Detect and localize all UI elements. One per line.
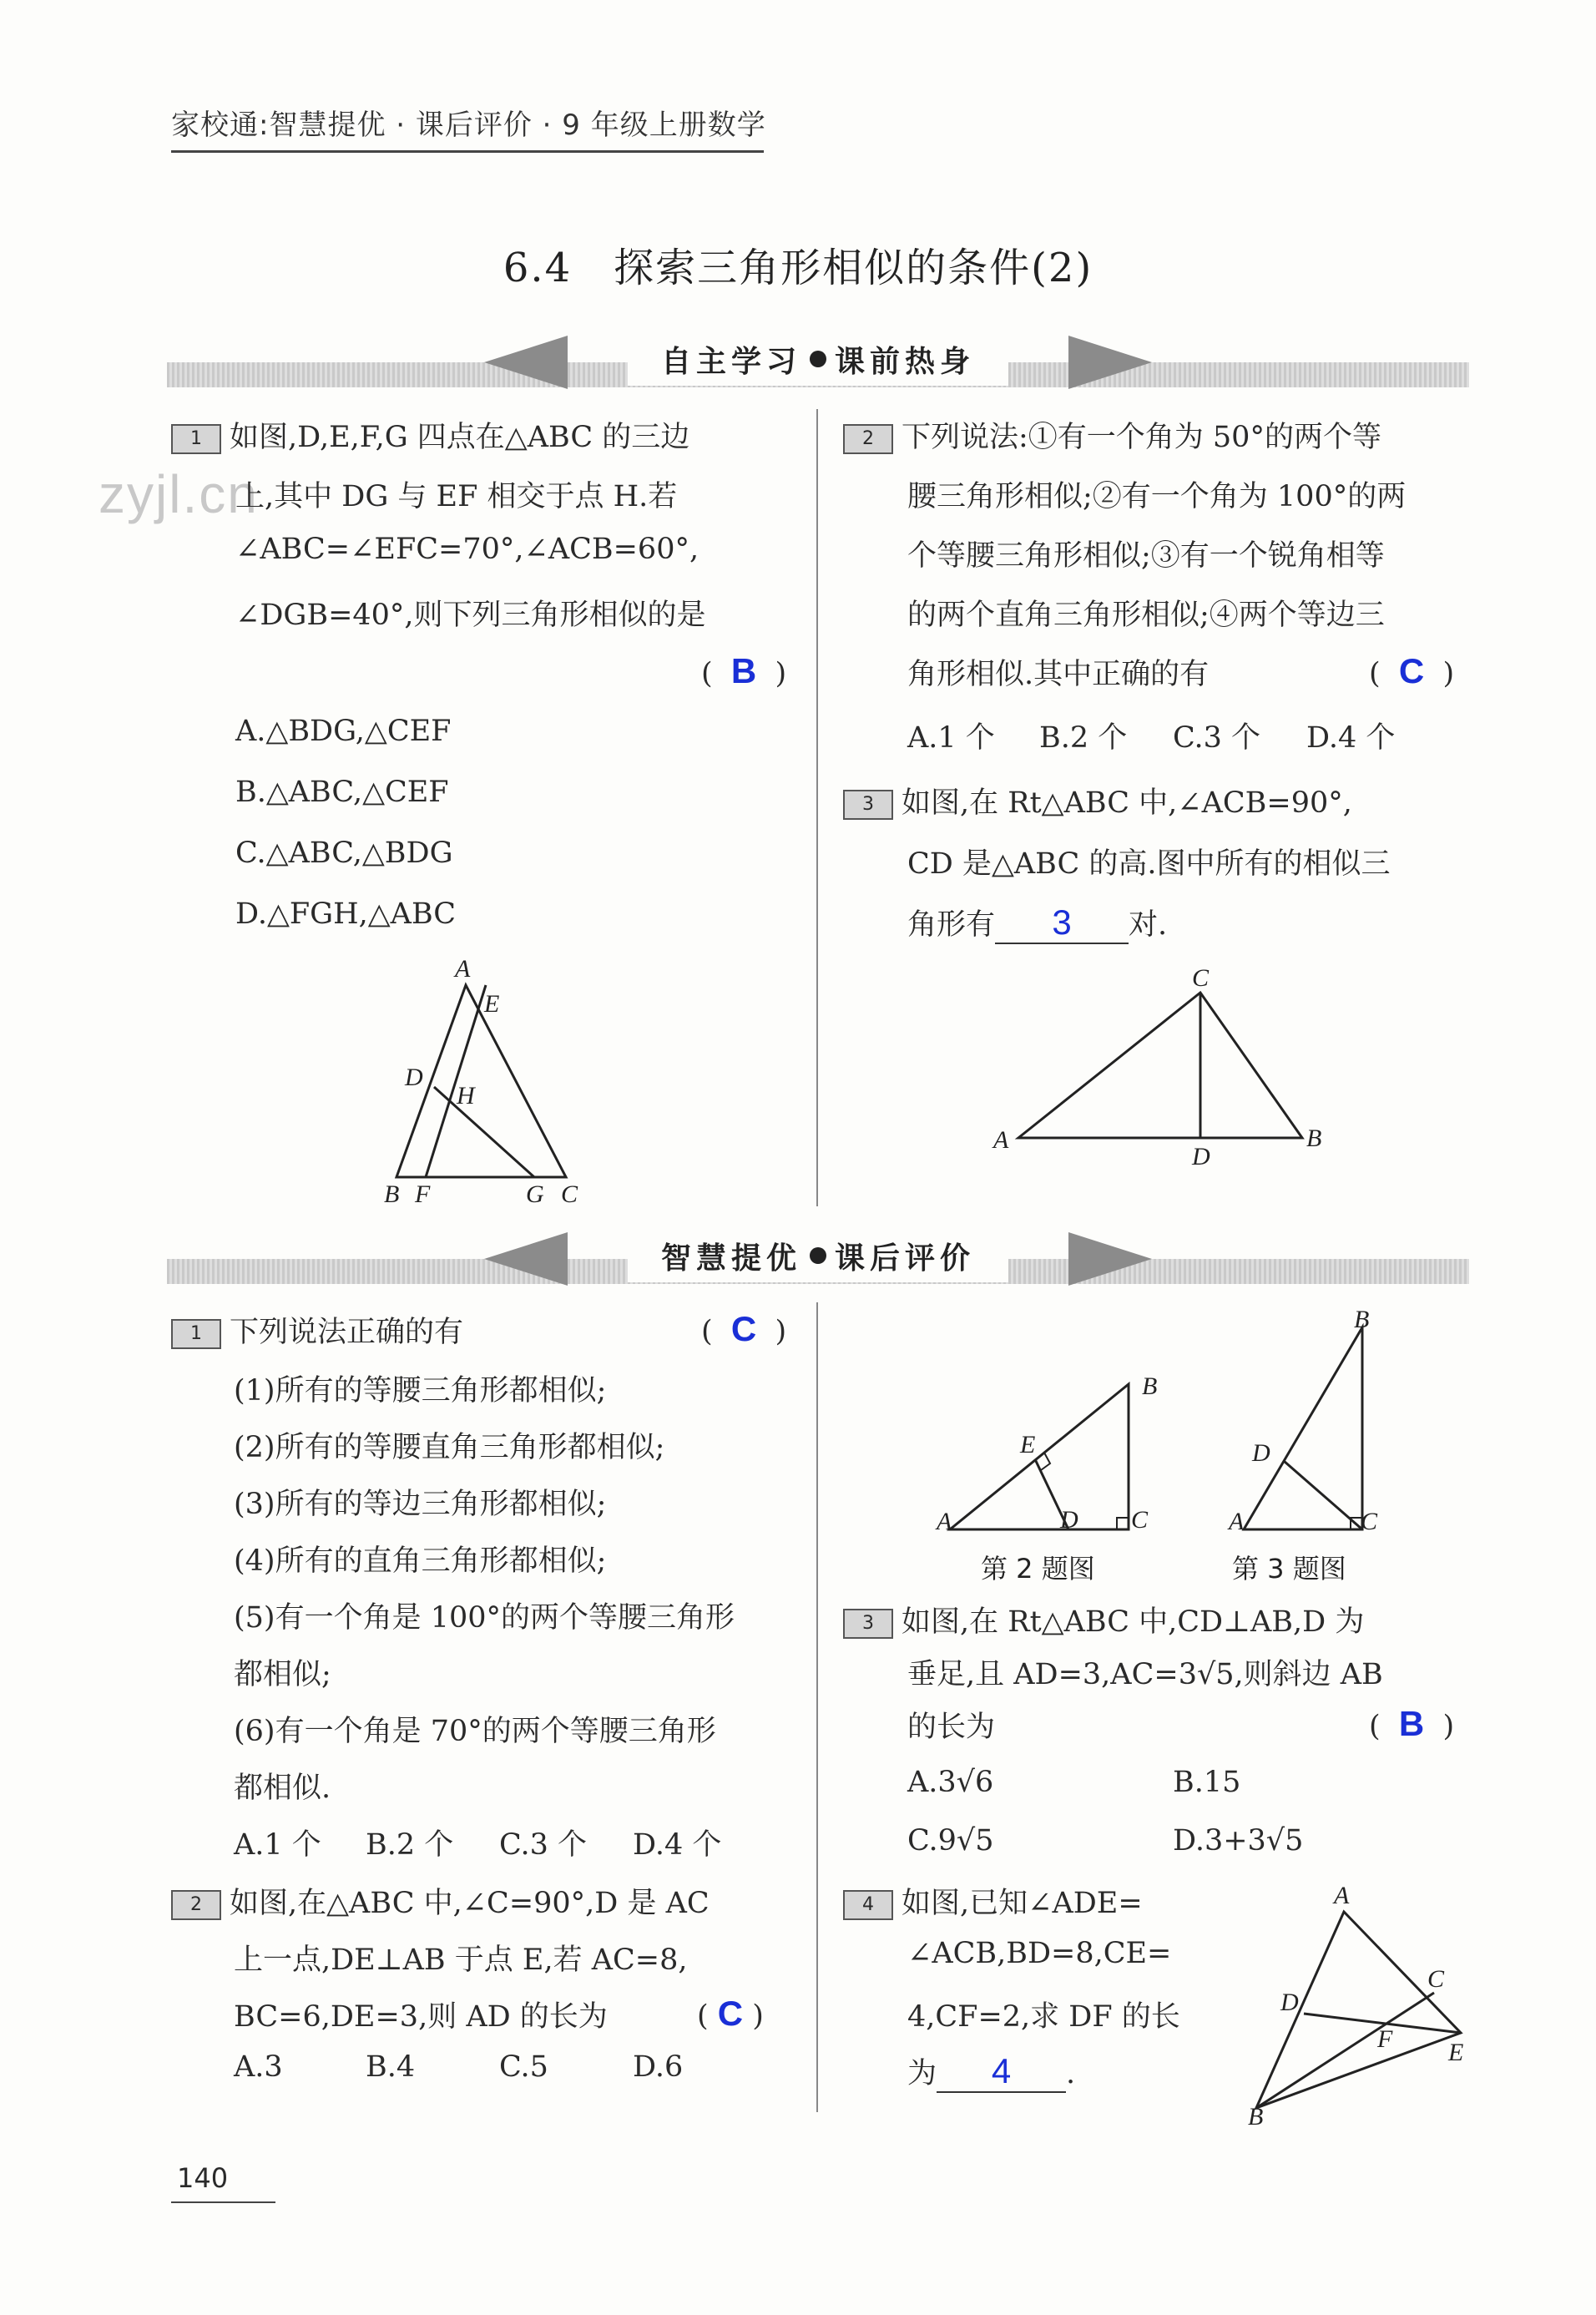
label-a: A	[937, 1508, 952, 1535]
post-q2-line-1	[171, 1880, 710, 1922]
post-q2-option-d: D.6	[633, 2050, 684, 2084]
pre-q3-figure	[985, 956, 1336, 1173]
label-f: F	[415, 1180, 431, 1208]
pre-q1-figure	[367, 952, 601, 1211]
bullet-dot-icon	[810, 351, 826, 367]
pre-q2-option-c: C.3 个	[1173, 721, 1261, 755]
running-header: 家校通:智慧提优 · 课后评价 · 9 年级上册数学	[171, 109, 766, 142]
post-q4-line-2: ∠ACB,BD=8,CE=	[907, 1937, 1172, 1970]
post-q1-item-2: (2)所有的等腰直角三角形都相似;	[234, 1431, 665, 1464]
post-q4-figure	[1235, 1878, 1486, 2129]
banner-right-text: 课前热身	[835, 344, 976, 379]
triangle-abc	[950, 1384, 1129, 1529]
pre-q1-option-d: D.△FGH,△ABC	[235, 897, 457, 931]
triangle-abc	[1244, 1327, 1362, 1529]
column-divider-bottom	[816, 1302, 818, 2112]
post-q3-answer: B	[1398, 1704, 1425, 1743]
label-c: C	[561, 1180, 578, 1208]
post-q4-answer: 4	[991, 2051, 1012, 2090]
banner-caption	[628, 332, 1008, 386]
fig2-caption: 第 2 题图	[981, 1553, 1095, 1585]
label-a: A	[993, 1126, 1009, 1154]
post-q2-line-2: 上一点,DE⊥AB 于点 E,若 AC=8,	[234, 1943, 688, 1977]
label-e: E	[484, 990, 500, 1018]
label-e: E	[1448, 2039, 1464, 2066]
banner-post-class	[167, 1229, 1469, 1289]
segment-dg	[434, 1087, 534, 1177]
pre-q2-line-4: 的两个直角三角形相似;④两个等边三	[907, 599, 1385, 632]
question-number-badge: 2	[171, 1890, 221, 1920]
banner-left-text: 自主学习	[660, 344, 801, 379]
post-q4-text-4: 为	[907, 2057, 937, 2090]
pre-q2-option-b: B.2 个	[1039, 721, 1128, 755]
label-a: A	[1229, 1508, 1245, 1535]
label-c: C	[1131, 1506, 1149, 1534]
post-q2-option-b: B.4	[366, 2050, 416, 2084]
label-d: D	[405, 1064, 423, 1091]
post-q1-option-c: C.3 个	[499, 1828, 588, 1862]
bullet-dot-icon	[810, 1247, 826, 1264]
banner-left-triangle	[484, 1232, 568, 1286]
banner-caption	[628, 1229, 1008, 1282]
label-b: B	[1142, 1372, 1158, 1400]
post-q4-line-1	[843, 1880, 1143, 1922]
label-f: F	[1377, 2025, 1393, 2053]
question-number-badge: 2	[843, 424, 893, 454]
pre-q2-text-1: 下列说法:①有一个角为 50°的两个等	[902, 421, 1381, 454]
pre-q1-line-2: 上,其中 DG 与 EF 相交于点 H.若	[235, 480, 678, 513]
post-q1-answer-box: ( C )	[701, 1309, 787, 1348]
label-d: D	[1280, 1989, 1299, 2016]
pre-q3-line-2: CD 是△ABC 的高.图中所有的相似三	[907, 847, 1391, 881]
pre-q3-blank	[995, 902, 1129, 944]
post-q2-option-a: A.3	[234, 2050, 283, 2084]
post-q3-line-2: 垂足,且 AD=3,AC=3√5,则斜边 AB	[907, 1658, 1383, 1691]
label-b: B	[1248, 2103, 1264, 2129]
post-q4-blank	[937, 2051, 1066, 2093]
pre-q3-text-3: 角形有	[907, 908, 996, 942]
post-q2-answer: C	[717, 1994, 744, 2033]
post-q1-item-5a: (5)有一个角是 100°的两个等腰三角形	[234, 1601, 735, 1635]
post-q3-answer-box: ( B )	[1369, 1704, 1455, 1743]
section-title	[0, 235, 1596, 293]
post-q3-option-c: C.9√5	[907, 1824, 994, 1858]
post-q1-item-6a: (6)有一个角是 70°的两个等腰三角形	[234, 1715, 716, 1748]
pre-q2-answer: C	[1398, 651, 1425, 690]
pre-q1-option-c: C.△ABC,△BDG	[235, 837, 453, 870]
label-d: D	[1252, 1439, 1270, 1467]
post-q1-option-d: D.4 个	[633, 1828, 722, 1862]
pre-q1-line-1	[171, 414, 689, 456]
label-b: B	[384, 1180, 400, 1208]
pre-q2-option-a: A.1 个	[907, 721, 995, 755]
post-q4-text-1: 如图,已知∠ADE=	[902, 1887, 1143, 1920]
post-q2-option-c: C.5	[499, 2050, 548, 2084]
post-q1-line-1	[171, 1309, 463, 1351]
fig3-caption: 第 3 题图	[1232, 1553, 1346, 1585]
watermark: zyjl.cn	[98, 464, 259, 524]
post-q3-line-3: 的长为	[907, 1711, 996, 1744]
post-q1-item-1: (1)所有的等腰三角形都相似;	[234, 1374, 607, 1408]
question-number-badge: 3	[843, 1609, 893, 1639]
pre-q3-answer: 3	[1052, 902, 1072, 942]
fig3-figure	[1210, 1302, 1477, 1586]
pre-q1-text-1: 如图,D,E,F,G 四点在△ABC 的三边	[230, 421, 690, 454]
pre-q3-line-3	[907, 902, 1167, 944]
right-angle-c-icon	[1117, 1518, 1129, 1529]
pre-q1-line-3: ∠ABC=∠EFC=70°,∠ACB=60°,	[235, 533, 700, 566]
label-h: H	[457, 1082, 475, 1109]
banner-left-text: 智慧提优	[660, 1241, 801, 1276]
label-c: C	[1361, 1508, 1378, 1535]
pre-q1-option-b: B.△ABC,△CEF	[235, 776, 449, 809]
pre-q2-line-5: 角形相似.其中正确的有	[907, 658, 1210, 691]
page-number: 140	[177, 2162, 229, 2194]
post-q3-option-a: A.3√6	[907, 1766, 994, 1799]
question-number-badge: 1	[171, 424, 221, 454]
question-number-badge: 1	[171, 1319, 221, 1349]
post-q1-item-4: (4)所有的直角三角形都相似;	[234, 1544, 607, 1578]
post-q3-option-b: B.15	[1173, 1766, 1241, 1799]
pre-q1-answer: B	[730, 651, 757, 690]
banner-right-triangle	[1068, 1232, 1152, 1286]
post-q4-line-3: 4,CF=2,求 DF 的长	[907, 2000, 1180, 2034]
label-b: B	[1306, 1125, 1322, 1152]
post-q1-option-b: B.2 个	[366, 1828, 454, 1862]
pre-q2-line-2: 腰三角形相似;②有一个角为 100°的两	[907, 480, 1407, 513]
label-c: C	[1427, 1965, 1445, 1993]
post-q3-text-1: 如图,在 Rt△ABC 中,CD⊥AB,D 为	[902, 1605, 1365, 1639]
post-q3-line-1	[843, 1599, 1364, 1640]
post-q1-item-6b: 都相似.	[234, 1772, 331, 1805]
header-rule	[171, 150, 764, 153]
post-q1-option-a: A.1 个	[234, 1828, 321, 1862]
page-number-rule	[171, 2201, 275, 2203]
label-d: D	[1192, 1143, 1210, 1170]
pre-q1-answer-box: ( B )	[701, 651, 787, 690]
pre-q2-option-d: D.4 个	[1306, 721, 1396, 755]
pre-q2-line-3: 个等腰三角形相似;③有一个锐角相等	[907, 539, 1385, 573]
pre-q3-text-4: 对.	[1129, 908, 1168, 942]
label-b: B	[1354, 1306, 1370, 1333]
label-d: D	[1060, 1506, 1078, 1534]
pre-q1-line-4: ∠DGB=40°,则下列三角形相似的是	[235, 599, 706, 632]
banner-right-text: 课后评价	[835, 1241, 976, 1276]
post-q2-line-3: BC=6,DE=3,则 AD 的长为	[234, 2000, 608, 2034]
post-q1-item-3: (3)所有的等边三角形都相似;	[234, 1488, 607, 1521]
label-e: E	[1020, 1431, 1036, 1458]
post-q1-stem: 下列说法正确的有	[230, 1316, 464, 1349]
label-a: A	[1334, 1882, 1350, 1909]
column-divider-top	[816, 409, 818, 1206]
pre-q2-line-1	[843, 414, 1381, 456]
post-q4-line-4: 为 4 .	[907, 2050, 1075, 2093]
question-number-badge: 3	[843, 790, 893, 820]
pre-q3-line-1	[843, 780, 1352, 821]
banner-pre-class	[167, 332, 1469, 392]
post-q3-option-d: D.3+3√5	[1173, 1824, 1304, 1858]
post-q1-item-5b: 都相似;	[234, 1658, 331, 1691]
question-number-badge: 4	[843, 1890, 893, 1920]
label-c: C	[1192, 964, 1210, 992]
triangle-abc	[1018, 993, 1302, 1138]
banner-left-triangle	[484, 336, 568, 389]
post-q2-text-1: 如图,在△ABC 中,∠C=90°,D 是 AC	[230, 1887, 710, 1920]
post-q1-answer: C	[730, 1309, 757, 1348]
label-a: A	[455, 955, 471, 983]
pre-q3-text-1: 如图,在 Rt△ABC 中,∠ACB=90°,	[902, 786, 1352, 820]
post-q2-answer-box: ( C )	[697, 1994, 764, 2033]
pre-q2-answer-box: ( C )	[1369, 651, 1455, 690]
fig2-figure	[927, 1369, 1194, 1586]
pre-q1-option-a: A.△BDG,△CEF	[235, 715, 452, 748]
section-number: 6.4	[503, 245, 573, 291]
section-title-text: 探索三角形相似的条件(2)	[614, 245, 1093, 291]
label-g: G	[526, 1180, 544, 1208]
banner-right-triangle	[1068, 336, 1152, 389]
